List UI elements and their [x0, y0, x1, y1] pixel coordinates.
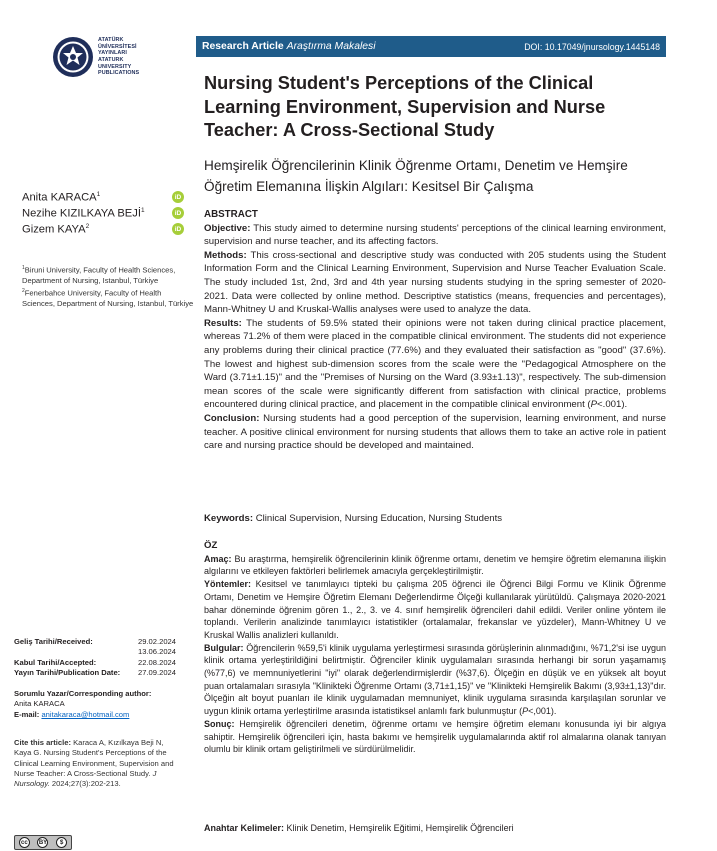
oz-sonuc: Sonuç: Hemşirelik öğrencileri denetim, öğrenme ortamı ve hemşire öğretim elemanı konusunda iyi bir algıya sahiptir. Hemşirelik öğrencileri için, hasta bakımı ve hemşirelik uygulamalarında aktif rol almalarına olanak tanıyan olumlu bir klinik ortam geliştirilmeli ve sürdürülmelidir. [204, 718, 666, 755]
publisher-logo [52, 31, 170, 83]
article-title-tr: Hemşirelik Öğrencilerinin Klinik Öğrenme Ortamı, Denetim ve Hemşire Öğretim Elemanına İlişkin Algıları: Kesitsel Bir Çalışma [204, 158, 628, 194]
abstract-section [204, 208, 666, 453]
email-link[interactable]: anitakaraca@hotmail.com [41, 709, 130, 719]
abstract-heading: ABSTRACT [204, 209, 258, 220]
corresponding-label: Sorumlu Yazar/Corresponding author: [14, 689, 152, 698]
revised-date: 13.06.2024 [137, 647, 176, 657]
email-label: E-mail: [14, 709, 40, 719]
author-item: Anita KARACA$^1$ iD [22, 189, 184, 205]
oz-section [204, 540, 666, 756]
anahtar-kelimeler [204, 822, 666, 835]
author-name: Gizem KAYA [22, 223, 86, 236]
by-icon: BY [37, 837, 48, 848]
keywords-text: Clinical Supervision, Nursing Education, Nursing Students [255, 513, 503, 524]
citation [14, 738, 177, 789]
affiliations [22, 263, 194, 309]
received-label: Geliş Tarihi/Received: [14, 637, 93, 646]
oz-bulgular: Bulgular: Öğrencilerin %59,5'i klinik uygulama yerleştirmesi sırasında görüşlerinin alınmadığını, %71,2'si ise uygun klinik ortama yerleştirildiğini belirtmiştir. Öğrenciler klinik uygulamaları sırasında herhangi bir sorun yaşamamış (%77,6) ve memnuniyetlerini "iyi" olarak değerlendirmişlerdir (%37,6). Ölçeğin en düşük ve en yüksek alt boyut puan ortalamaları sırasıyla "Klinikteki Öğrenme Ortamı (3,71±1,15)" ve "Klinikteki Hemşirelik Bakımı (3,93±1,13)"dır. Ölçeğin alt boyut puanları ile klinik uygulamadan memnuniyet, klinik uygulama sırasında karşılaşılan sorunlar ve uygun klinik ortama yerleştirilme arasında istatistiksel anlamlı fark bulunmuştur (P<,001). [204, 642, 666, 717]
article-type-tr: Araştırma Makalesi [286, 41, 376, 52]
nc-icon: $ [56, 837, 67, 848]
publisher-logo-text: ATATÜRK ÜNİVERSİTESİ YAYINLARI ATATURK UNIVERSITY PUBLICATIONS [98, 37, 140, 77]
author-name: Nezihe KIZILKAYA BEJİ [22, 207, 141, 220]
accepted-date: 22.08.2024 [137, 657, 176, 667]
author-name: Anita KARACA [22, 191, 97, 204]
affiliation-item: $^2$Fenerbahce University, Faculty of Health Sciences, Department of Nursing, Istanbul, Türkiye [22, 288, 194, 308]
received-date: 29.02.2024 [137, 637, 176, 646]
keywords [204, 512, 666, 526]
oz-amac: Amaç: Bu araştırma, hemşirelik öğrencilerinin klinik öğrenme ortamı, denetim ve hemşire öğretim elemanına ilişkin algılarını ve etkileyen faktörleri belirlemek amacıyla gerçekleştirilmiştir. [204, 553, 666, 577]
oz-yontemler: Yöntemler: Kesitsel ve tanımlayıcı tipteki bu çalışma 205 öğrenci ile Öğrenci Bilgi Formu ve Klinik Öğrenme Ortamı, Denetim ve Hemşire Öğretim Elemanı Değerlendirme Ölçeği kullanılarak yürütüldü. Çalışmaya 2020-2021 bahar döneminde öğrenim gören 1., 2., 3. ve 4. sınıf hemşirelik öğrencileri dahil edildi. Veriler online yöntem ile toplandı. Verilerin analizinde tanımlayıcı istatistikler (ortalamalar, frekanslar ve yüzdeler), Mann-Whitney U ve Kruskal Wallis analizleri kullanıldı. [204, 579, 666, 640]
author-item: Gizem KAYA$^2$ iD [22, 221, 184, 237]
oz-heading: ÖZ [204, 540, 218, 551]
citation-label: Cite this article: [14, 738, 71, 747]
citation-journal: J Nursology. [14, 768, 157, 789]
anahtar-label: Anahtar Kelimeler: [204, 823, 285, 833]
doi-text[interactable]: DOI: 10.17049/jnursology.1445148 [524, 41, 660, 52]
accepted-label: Kabul Tarihi/Accepted: [14, 657, 97, 667]
citation-text: Karaca A, Kızılkaya Beji N, Kaya G. Nursing Student's Perceptions of the Clinical Learning Environment, Supervision and Nurse Teacher: A Cross-Sectional Study. [14, 738, 174, 778]
abstract-methods: Methods: This cross-sectional and descriptive study was conducted with 205 students using the Student Information Form and the Clinical Learning Environment, Supervision and Nurse Teacher Evaluation Scale. The study included 1st, 2nd, 3rd and 4th year nursing students studying in the spring semester of 2020-2021. Data were collected by online method. Descriptive statistics (means, frequencies and percentages), Mann-Whitney U and Kruskal-Wallis analyses were used to analyze the data. [204, 249, 666, 316]
orcid-icon[interactable]: iD [172, 191, 184, 203]
abstract-results: Results: The students of 59.5% stated their opinions were not taken during clinical practice placement, whereas 71.2% of them were placed in the compatible clinical environment. The students did not experience any problems during their clinical practice (77.6%) and they evaluated their satisfaction as "good" (37.6%). The lowest and highest sub-dimension scores from the scale were the "Pedagogical Atmosphere on the Ward (3.71±1.15)" and the "Premises of Nursing on the Ward (3.93±1.13)", respectively. The sub-dimension mean scores of the scale were significantly different from satisfaction with clinical practice, problems encountered during clinical practice, and placement in the compatible clinical environment (P<.001). [204, 317, 666, 411]
article-dates [14, 637, 176, 678]
corresponding-name: Anita KARACA [14, 699, 65, 709]
university-seal-icon [52, 36, 94, 78]
keywords-label: Keywords: [204, 513, 254, 524]
author-item: Nezihe KIZILKAYA BEJİ$^1$ iD [22, 205, 184, 221]
affiliation-item: $^1$Biruni University, Faculty of Health Sciences, Department of Nursing, Istanbul, Türkiye [22, 265, 176, 285]
citation-issue: 2024;27(3):202-213. [51, 779, 121, 789]
author-list [22, 189, 184, 237]
published-date: 27.09.2024 [137, 667, 176, 677]
anahtar-text: Klinik Denetim, Hemşirelik Eğitimi, Hemşirelik Öğrencileri [286, 823, 514, 833]
abstract-objective: Objective: This study aimed to determine nursing students' perceptions of the clinical learning environment, supervision and nurse teacher, and its affecting factors. [204, 222, 667, 248]
cc-license-badge[interactable] [14, 835, 72, 850]
article-type-banner [196, 36, 666, 57]
abstract-conclusion: Conclusion: Nursing students had a good perception of the supervision, learning environment, and nurse teacher. A positive clinical environment for nursing students that allows them to take an active role in patient care and nursing practice should be developed and maintained. [204, 412, 666, 452]
article-title: Nursing Student's Perceptions of the Clinical Learning Environment, Supervision and Nurse Teacher: A Cross-Sectional Study [204, 73, 606, 140]
published-label: Yayın Tarihi/Publication Date: [14, 667, 121, 677]
corresponding-author [14, 689, 186, 720]
orcid-icon[interactable]: iD [172, 207, 184, 219]
article-type-en: Research Article [202, 41, 284, 52]
orcid-icon[interactable]: iD [172, 223, 184, 235]
cc-icon: cc [19, 837, 30, 848]
